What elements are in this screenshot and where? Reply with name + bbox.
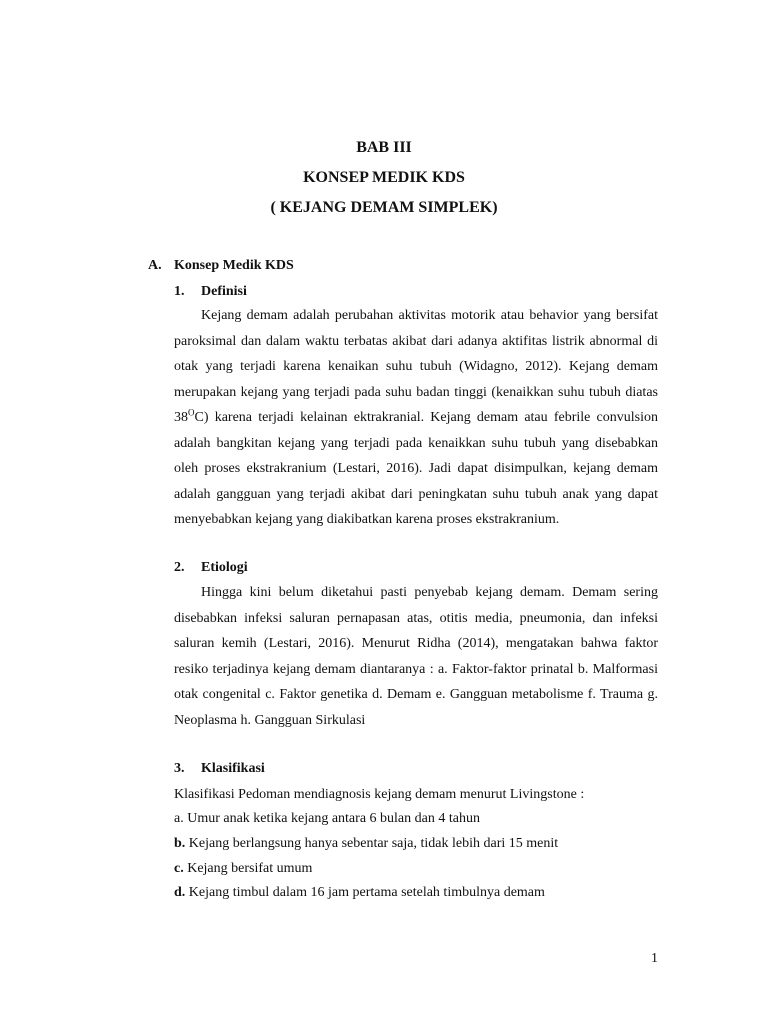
list-item-text: Kejang timbul dalam 16 jam pertama setelah timbulnya demam [188, 885, 545, 900]
section-letter: A. [148, 258, 162, 273]
subsection-title-definisi: Definisi [201, 284, 247, 299]
list-item-text: Umur anak ketika kejang antara 6 bulan dan 4 tahun [187, 811, 480, 826]
list-marker: a. [174, 811, 184, 826]
list-item [174, 885, 545, 901]
section-title: Konsep Medik KDS [174, 258, 294, 273]
list-item [174, 861, 312, 877]
chapter-title: KONSEP MEDIK KDS [303, 169, 465, 186]
subsection-number: 3. [174, 761, 185, 776]
list-item-text: Kejang berlangsung hanya sebentar saja, tidak lebih dari 15 menit [188, 836, 559, 851]
subsection-number: 1. [174, 284, 185, 299]
list-marker: b. [174, 836, 186, 851]
etiologi-paragraph: Hingga kini belum diketahui pasti penyebab kejang demam. Demam sering disebabkan infeksi saluran pernapasan atas, otitis media, pneumonia, dan infeksi saluran kemih (Lestari, 2016). Menurut Ridha (2014), mengatakan bahwa faktor resiko terjadinya kejang demam diantaranya : a. Faktor-faktor prinatal b. Malformasi otak congenital c. Faktor genetika d. Demam e. Gangguan metabolisme f. Trauma g. Neoplasma h. Gangguan Sirkulasi [174, 585, 658, 728]
subsection-title-etiologi: Etiologi [201, 560, 248, 575]
definisi-text-part1: Kejang demam adalah perubahan aktivitas motorik atau behavior yang bersifat paroksimal dan dalam waktu terbatas akibat dari adanya aktifitas listrik abnormal di otak yang terjadi karena kenaikan suhu tubuh (Widagno, 2012). Kejang demam merupakan kejang yang terjadi pada suhu badan tinggi (kenaikkan suhu tubuh diatas 38 [174, 308, 658, 425]
definisi-paragraph [174, 303, 658, 533]
list-marker: d. [174, 885, 186, 900]
klasifikasi-intro: Klasifikasi Pedoman mendiagnosis kejang demam menurut Livingstone : [174, 787, 585, 802]
definisi-text-part2: C) karena terjadi kelainan ektrakranial. Kejang demam atau febrile convulsion adalah bangkitan kejang yang terjadi pada kenaikkan suhu tubuh yang disebabkan oleh proses ekstrakranium (Lestari, 2016). Jadi dapat disimpulkan, kejang demam adalah gangguan yang terjadi akibat dari peningkatan suhu tubuh anak yang dapat menyebabkan kejang yang diakibatkan karena proses ekstrakranium. [174, 410, 658, 527]
list-item [174, 836, 558, 852]
list-marker: c. [174, 861, 184, 876]
subsection-title-klasifikasi: Klasifikasi [201, 761, 265, 776]
list-item-text: Kejang bersifat umum [187, 861, 313, 876]
page-number: 1 [651, 951, 658, 966]
subsection-number: 2. [174, 560, 185, 575]
chapter-subtitle: ( KEJANG DEMAM SIMPLEK) [270, 199, 498, 216]
chapter-number: BAB III [356, 139, 412, 156]
degree-superscript: O [188, 407, 195, 418]
list-item [174, 811, 480, 827]
